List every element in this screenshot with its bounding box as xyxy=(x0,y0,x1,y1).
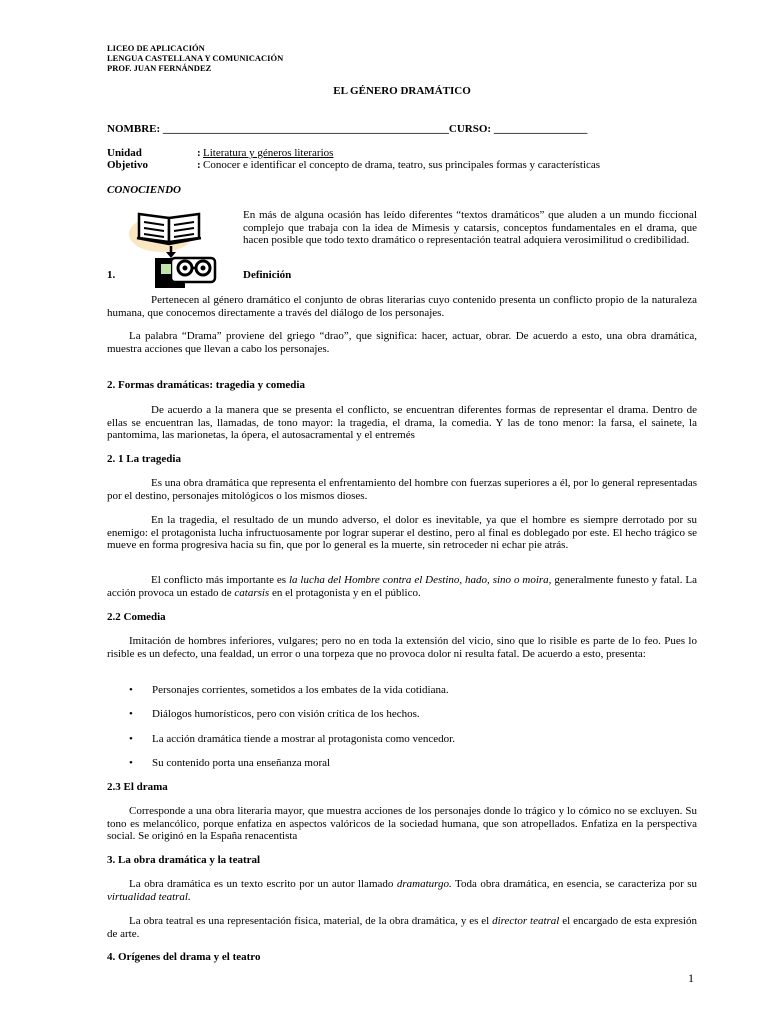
page-title: EL GÉNERO DRAMÁTICO xyxy=(333,85,471,97)
objetivo-label: Objetivo xyxy=(107,159,148,171)
tragedia-paragraph-2: En la tragedia, el resultado de un mundo adverso, el dolor es inevitable, ya que el hombre es siempre derrotado por su enemigo: el protagonista lucha infructuosamente por lograr superar el destino, pero al final es doblegado por este. El hecho trágico se mueve en forma progresiva hacia su fin, que por lo general es la muerte, sin retroceder ni echar pie atrás. xyxy=(107,514,697,551)
section-2-3-heading: 2.3 El drama xyxy=(107,781,168,793)
section-2-2-heading: 2.2 Comedia xyxy=(107,611,166,623)
name-course-line xyxy=(107,123,587,136)
section-1-number: 1. xyxy=(107,269,116,281)
tragedia-paragraph-1: Es una obra dramática que representa el enfrentamiento del hombre con fuerzas superiores a él, por lo general representadas por el destino, personajes mitológicos o los mismos dioses. xyxy=(107,477,697,502)
tragedia-paragraph-3: El conflicto más importante es la lucha del Hombre contra el Destino, hado, sino o moira, generalmente funesto y fatal. La acción provoca un estado de catarsis en el protagonista y en el público. xyxy=(107,574,697,599)
unidad-label: Unidad xyxy=(107,147,142,159)
section-2-1-heading: 2. 1 La tragedia xyxy=(107,453,181,465)
formas-paragraph: De acuerdo a la manera que se presenta el conflicto, se encuentran diferentes formas de representar el drama. Dentro de ellas se encuentran las, llamadas, de tono mayor: la tragedia, el drama, la comedia. Y las de tono menor: la farsa, el sainete, la pantomima, las marionetas, la ópera, el autosacramental y el entremés xyxy=(107,404,697,441)
header-subject: LENGUA CASTELLANA Y COMUNICACIÓN xyxy=(107,53,284,63)
unidad-value: Literatura y géneros literarios xyxy=(203,147,334,159)
unidad-colon: : xyxy=(197,147,201,159)
objetivo-colon: : xyxy=(197,159,201,171)
curso-blank[interactable]: _________________ xyxy=(493,123,588,135)
section-1-heading: Definición xyxy=(243,269,292,281)
obra-teatral-paragraph: La obra teatral es una representación física, material, de la obra dramática, y es el director teatral el encargado de esta expresión de arte. xyxy=(107,915,697,940)
nombre-blank[interactable]: ____________________________________________________ xyxy=(162,123,449,135)
obra-dramatica-paragraph: La obra dramática es un texto escrito por un autor llamado dramaturgo. Toda obra dramática, en esencia, se caracteriza por su virtualidad teatral. xyxy=(107,878,698,903)
book-reader-icon xyxy=(129,208,225,288)
comedia-paragraph: Imitación de hombres inferiores, vulgares; pero no en toda la extensión del vicio, sino que lo risible es parte de lo feo. Pues lo risible es un defecto, una fealdad, un error o una torpeza que no provoca dolor ni resulta fatal. De acuerdo a esto, presenta: xyxy=(107,635,697,660)
definicion-paragraph-2: La palabra “Drama” proviene del griego “drao”, que significa: hacer, actuar, obrar. De acuerdo a esto, una obra dramática, muestra acciones que llevan a cabo los personajes. xyxy=(107,330,697,355)
section-4-heading: 4. Orígenes del drama y el teatro xyxy=(107,951,261,963)
definicion-paragraph-1: Pertenecen al género dramático el conjunto de obras literarias cuyo contenido presenta un conflicto propio de la naturaleza humana, que conocemos directamente a través del diálogo de los personajes. xyxy=(107,294,697,319)
header-teacher: PROF. JUAN FERNÁNDEZ xyxy=(107,63,212,73)
objetivo-value: Conocer e identificar el concepto de drama, teatro, sus principales formas y características xyxy=(203,159,601,171)
conociendo-heading: CONOCIENDO xyxy=(107,184,181,196)
header-school: LICEO DE APLICACIÓN xyxy=(107,43,205,53)
section-3-heading: 3. La obra dramática y la teatral xyxy=(107,854,261,866)
drama-paragraph: Corresponde a una obra literaria mayor, que muestra acciones de los personajes donde lo trágico y lo cómico no se excluyen. Su tono es melancólico, porque enfatiza en aspectos valóricos de la sociedad humana, que son atropellados. Enfatiza en la perspectiva social. Se originó en la España renacentista xyxy=(107,805,697,842)
intro-paragraph: En más de alguna ocasión has leído diferentes “textos dramáticos” que aluden a un mundo ficcional complejo que trabaja con la idea de Mimesis y catarsis, conceptos fundamentales en el drama, que hacen posible que todo texto dramático o representación teatral adquiera verosimilitud o credibilidad. xyxy=(243,209,697,246)
nombre-label: NOMBRE: xyxy=(107,123,161,135)
section-2-heading: 2. Formas dramáticas: tragedia y comedia xyxy=(107,379,305,391)
curso-label: CURSO: xyxy=(448,123,492,135)
page-number: 1 xyxy=(688,971,694,985)
